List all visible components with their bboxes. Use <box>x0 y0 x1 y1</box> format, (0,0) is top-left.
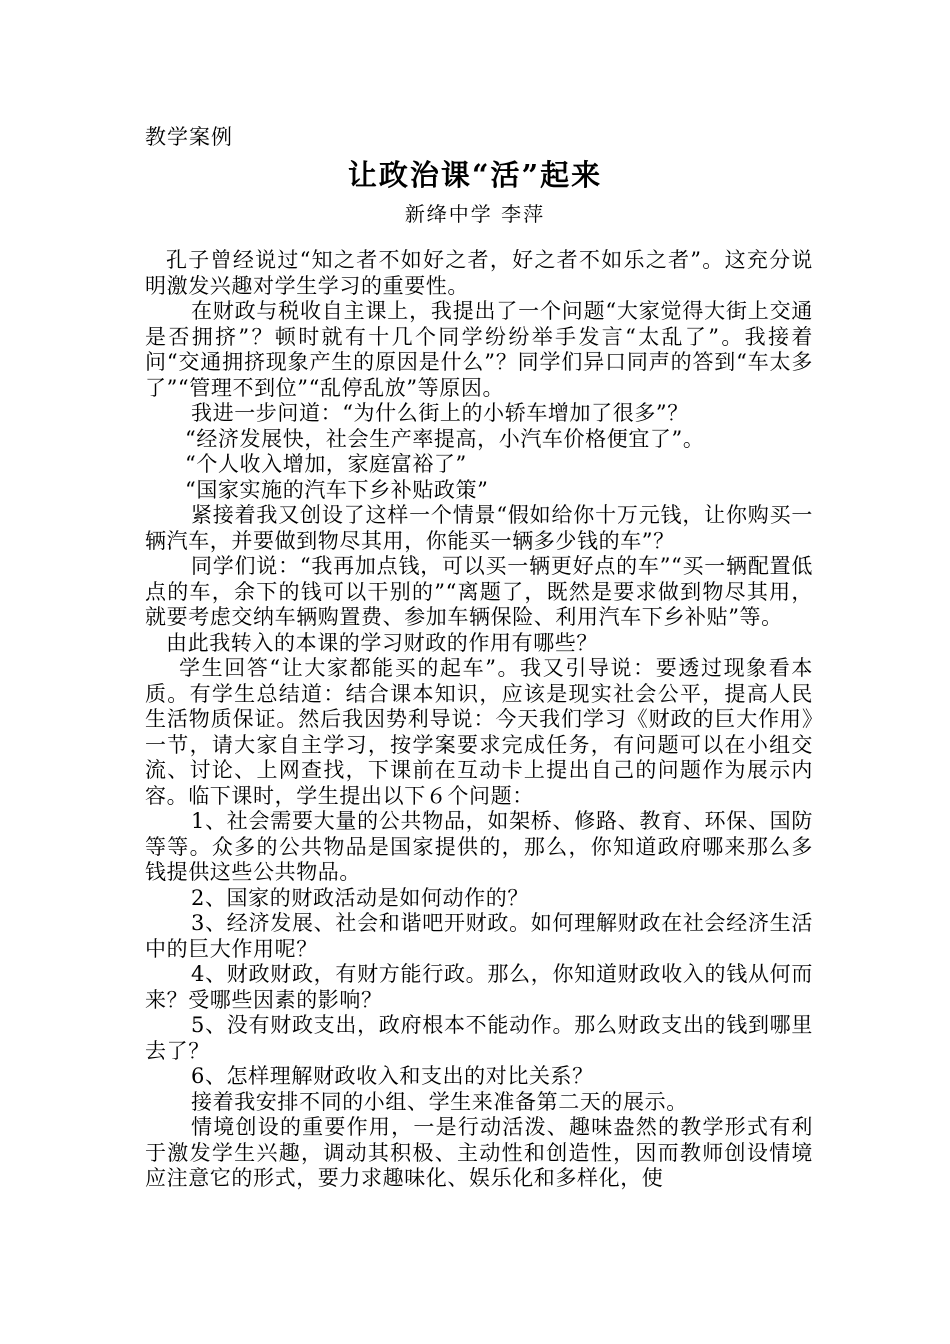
paragraph-answer-1: “经济发展快，社会生产率提高，小汽车价格便宜了”。 <box>185 426 705 451</box>
paragraph-question-6: 6、怎样理解财政收入和支出的对比关系？ <box>191 1064 594 1088</box>
paragraph-question-4: 4、财政财政，有财方能行政。那么，你知道财政收入的钱从何而来？受哪些因素的影响？ <box>145 962 813 1012</box>
paragraph-question-2: 2、国家的财政活动是如何动作的？ <box>191 885 529 910</box>
document-category: 教学案例 <box>145 125 233 149</box>
document-body <box>145 248 813 1192</box>
paragraph-arrangement: 接着我安排不同的小组、学生来准备第二天的展示。 <box>191 1089 688 1114</box>
paragraph-followup: 我进一步问道：“为什么街上的小轿车增加了很多”？ <box>191 401 689 425</box>
paragraph-answer-2: “个人收入增加，家庭富裕了” <box>185 452 467 476</box>
document-title: 让政治课“活”起来 <box>347 158 603 192</box>
paragraph-reflection: 情境创设的重要作用，一是行动活泼、趣味盎然的教学形式有利于激发学生兴趣，调动其积极、主动性和创造性，因而教师创设情境应注意它的形式，要力求趣味化、娱乐化和多样化，使 <box>145 1115 813 1190</box>
paragraph-intro: 孔子曾经说过“知之者不如好之者，好之者不如乐之者”。这充分说明激发兴趣对学生学习的重要性。 <box>145 248 813 298</box>
document-author: 新绛中学 李萍 <box>404 202 546 226</box>
paragraph-question-5: 5、没有财政支出，政府根本不能动作。那么财政支出的钱到哪里去了？ <box>145 1013 813 1063</box>
paragraph-scenario: 紧接着我又创设了这样一个情景“假如给你十万元钱，让你购买一辆汽车，并要做到物尽其用，你能买一辆多少钱的车”？ <box>145 503 813 553</box>
paragraph-student-replies: 同学们说：“我再加点钱，可以买一辆更好点的车”“买一辆配置低点的车，余下的钱可以干别的”“离题了，既然是要求做到物尽其用，就要考虑交纳车辆购置费、参加车辆保险、利用汽车下乡补贴”等。 <box>145 554 813 629</box>
paragraph-question-1: 1、社会需要大量的公共物品，如架桥、修路、教育、环保、国防等等。众多的公共物品是国家提供的，那么，你知道政府哪来那么多钱提供这些公共物品。 <box>145 809 813 884</box>
paragraph-question-3: 3、经济发展、社会和谐吧开财政。如何理解财政在社会经济生活中的巨大作用呢？ <box>145 911 813 961</box>
paragraph-question: 在财政与税收自主课上，我提出了一个问题“大家觉得大街上交通是否拥挤”？顿时就有十几个同学纷纷举手发言“太乱了”。我接着问“交通拥挤现象产生的原因是什么”？同学们异口同声的答到“车太多了”“管理不到位”“乱停乱放”等原因。 <box>145 299 813 400</box>
paragraph-guidance: 学生回答“让大家都能买的起车”。我又引导说：要透过现象看本质。有学生总结道：结合课本知识，应该是现实社会公平，提高人民生活物质保证。然后我因势利导说：今天我们学习《财政的巨大作用》一节，请大家自主学习，按学案要求完成任务，有问题可以在小组交流、讨论、上网查找，下课前在互动卡上提出自己的问题作为展示内容。临下课时，学生提出以下６个问题： <box>145 656 813 808</box>
paragraph-transition: 由此我转入的本课的学习财政的作用有哪些？ <box>166 630 598 655</box>
paragraph-answer-3: “国家实施的汽车下乡补贴政策” <box>185 477 489 502</box>
